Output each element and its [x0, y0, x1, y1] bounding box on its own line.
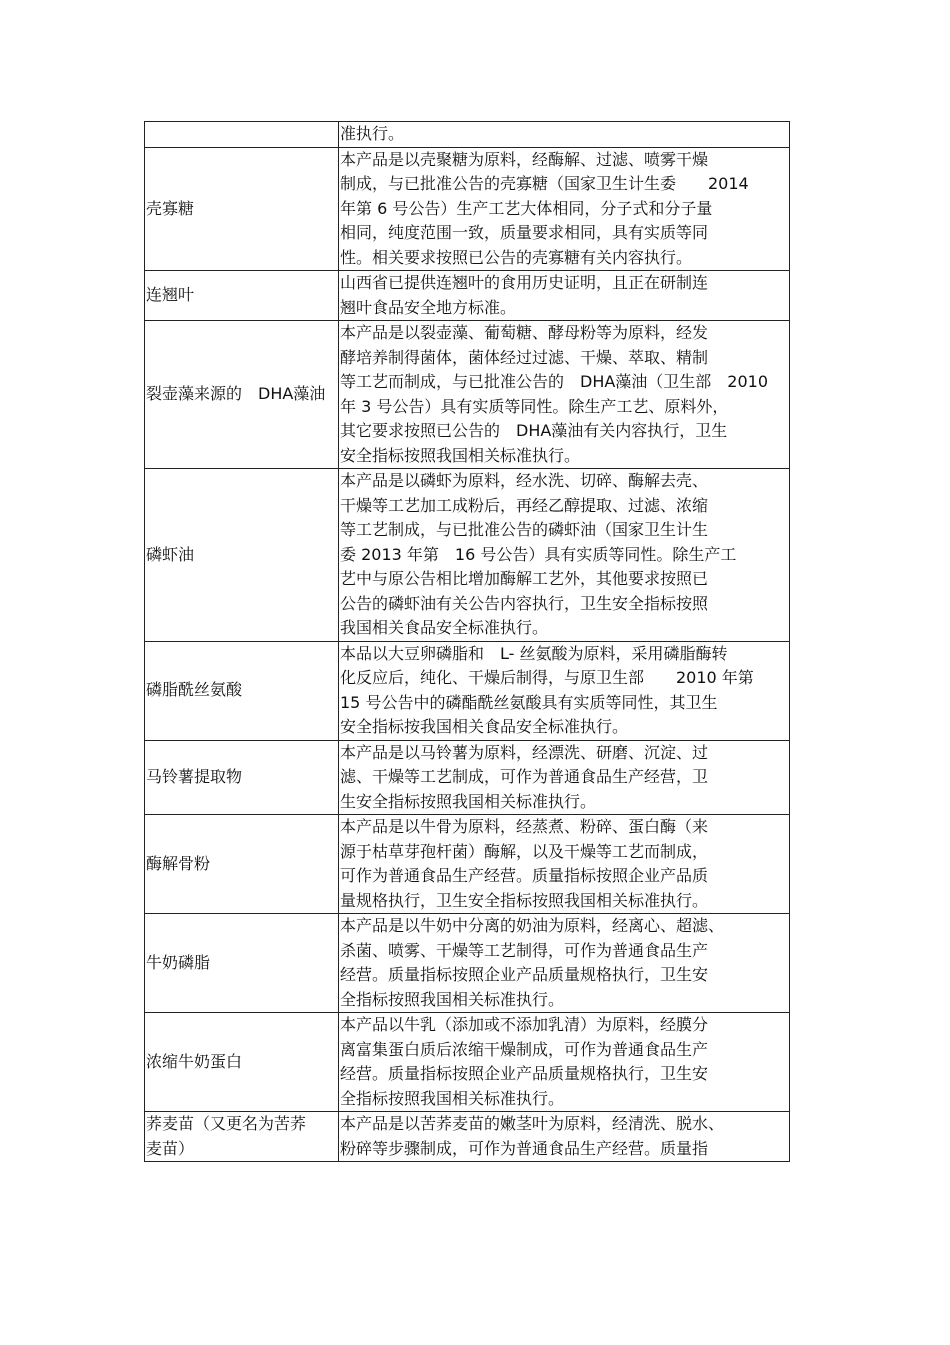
product-name-cell — [145, 914, 339, 1013]
table-row — [145, 147, 790, 271]
product-name: 磷虾油 — [146, 544, 195, 564]
product-name: 酶解骨粉 — [146, 853, 211, 873]
table-row — [145, 914, 790, 1013]
description-line: 滤、干燥等工艺制成，可作为普通食品生产经营，卫 — [340, 767, 709, 786]
description-line: 制成，与已批准公告的壳寡糖（国家卫生计生委 2014 — [340, 174, 749, 193]
description-line: 翘叶食品安全地方标准。 — [340, 297, 517, 317]
description-line: 本品以大豆卵磷脂和 L- 丝氨酸为原料，采用磷脂酶转 — [340, 643, 728, 663]
description-line: 化反应后，纯化、干燥后制得，与原卫生部 2010 年第 — [340, 668, 754, 687]
product-name-cell — [145, 122, 339, 148]
description-line: 本产品是以裂壶藻、葡萄糖、酵母粉等为原料，经发 — [340, 323, 709, 342]
description-line: 本产品是以苦荞麦苗的嫩茎叶为原料，经清洗、脱水、 — [340, 1114, 725, 1133]
description-line: 性。相关要求按照已公告的壳寡糖有关内容执行。 — [340, 247, 693, 267]
description-line: 经营。质量指标按照企业产品质量规格执行，卫生安 — [340, 965, 709, 984]
table-row — [145, 740, 790, 815]
description-line: 安全指标按照我国相关标准执行。 — [340, 445, 581, 465]
product-name-cell — [145, 1013, 339, 1112]
description-cell — [339, 321, 790, 469]
table-row — [145, 815, 790, 914]
description-line: 本产品是以壳聚糖为原料，经酶解、过滤、喷雾干燥 — [340, 149, 709, 169]
product-name-cell — [145, 740, 339, 815]
description-line: 等工艺而制成，与已批准公告的 DHA藻油（卫生部 2010 — [340, 372, 769, 391]
description-line: 粉碎等步骤制成，可作为普通食品生产经营。质量指 — [340, 1138, 709, 1158]
description-cell — [339, 122, 790, 148]
description-cell — [339, 147, 790, 271]
description-line: 全指标按照我国相关标准执行。 — [340, 989, 565, 1009]
product-name: 马铃薯提取物 — [146, 767, 243, 786]
product-name-cell — [145, 321, 339, 469]
description-line: 公告的磷虾油有关公告内容执行，卫生安全指标按照 — [340, 593, 709, 613]
description-line: 年第 6 号公告）生产工艺大体相同，分子式和分子量 — [340, 198, 713, 218]
product-name-line: 荞麦苗（又更名为苦荞 — [146, 1114, 307, 1133]
description-line: 本产品是以磷虾为原料，经水洗、切碎、酶解去壳、 — [340, 471, 709, 490]
product-name: 连翘叶 — [146, 285, 195, 305]
description-line: 经营。质量指标按照企业产品质量规格执行，卫生安 — [340, 1064, 709, 1083]
description-line: 干燥等工艺加工成粉后，再经乙醇提取、过滤、浓缩 — [340, 495, 709, 515]
description-line: 相同，纯度范围一致，质量要求相同，具有实质等同 — [340, 223, 709, 242]
table-row — [145, 122, 790, 148]
product-name-cell — [145, 469, 339, 642]
table-row — [145, 641, 790, 740]
product-name: 牛奶磷脂 — [146, 952, 211, 972]
product-name-cell — [145, 815, 339, 914]
product-name-cell — [145, 641, 339, 740]
product-name: 裂壶藻来源的 DHA藻油 — [146, 384, 326, 404]
product-name: 磷脂酰丝氨酸 — [146, 680, 243, 700]
table-row — [145, 1112, 790, 1162]
description-cell — [339, 641, 790, 740]
product-name: 浓缩牛奶蛋白 — [146, 1051, 243, 1071]
table-row — [145, 321, 790, 469]
description-cell — [339, 271, 790, 321]
description-cell — [339, 1013, 790, 1112]
description-line: 艺中与原公告相比增加酶解工艺外，其他要求按照已 — [340, 569, 709, 588]
description-line: 山西省已提供连翘叶的食用历史证明，且正在研制连 — [340, 273, 709, 292]
table-row — [145, 469, 790, 642]
description-cell — [339, 740, 790, 815]
description-line: 安全指标按我国相关食品安全标准执行。 — [340, 717, 629, 736]
description-line: 本产品以牛乳（添加或不添加乳清）为原料，经膜分 — [340, 1015, 709, 1034]
product-name: 壳寡糖 — [146, 198, 195, 218]
description-line: 15 号公告中的磷酯酰丝氨酸具有实质等同性，其卫生 — [340, 692, 718, 712]
description-cell — [339, 1112, 790, 1162]
description-line: 我国相关食品安全标准执行。 — [340, 618, 549, 637]
description-line: 酵培养制得菌体，菌体经过过滤、干燥、萃取、精制 — [340, 347, 709, 367]
description-line: 其它要求按照已公告的 DHA藻油有关内容执行，卫生 — [340, 421, 728, 440]
description-line: 委 2013 年第 16 号公告）具有实质等同性。除生产工 — [340, 544, 737, 564]
approval-table — [144, 121, 790, 1162]
description-line: 量规格执行，卫生安全指标按照我国相关标准执行。 — [340, 890, 709, 910]
table-body — [145, 122, 790, 1162]
description-line: 全指标按照我国相关标准执行。 — [340, 1088, 565, 1108]
description-line: 等工艺制成，与已批准公告的磷虾油（国家卫生计生 — [340, 520, 709, 539]
description-line: 生安全指标按照我国相关标准执行。 — [340, 791, 597, 811]
description-line: 准执行。 — [340, 124, 405, 143]
table-row — [145, 1013, 790, 1112]
description-line: 年 3 号公告）具有实质等同性。除生产工艺、原料外， — [340, 396, 729, 416]
description-cell — [339, 815, 790, 914]
description-line: 离富集蛋白质后浓缩干燥制成，可作为普通食品生产 — [340, 1039, 709, 1059]
product-name-line: 麦苗） — [146, 1138, 195, 1158]
product-name-cell — [145, 271, 339, 321]
description-line: 本产品是以马铃薯为原料，经漂洗、研磨、沉淀、过 — [340, 742, 709, 762]
description-line: 本产品是以牛奶中分离的奶油为原料，经离心、超滤、 — [340, 916, 725, 935]
table-row — [145, 271, 790, 321]
description-cell — [339, 914, 790, 1013]
description-cell — [339, 469, 790, 642]
product-name-cell — [145, 147, 339, 271]
product-name-cell — [145, 1112, 339, 1162]
description-line: 本产品是以牛骨为原料，经蒸煮、粉碎、蛋白酶（来 — [340, 817, 709, 836]
description-line: 可作为普通食品生产经营。质量指标按照企业产品质 — [340, 866, 709, 885]
description-line: 杀菌、喷雾、干燥等工艺制得，可作为普通食品生产 — [340, 940, 709, 960]
description-line: 源于枯草芽孢杆菌）酶解，以及干燥等工艺而制成， — [340, 841, 709, 861]
